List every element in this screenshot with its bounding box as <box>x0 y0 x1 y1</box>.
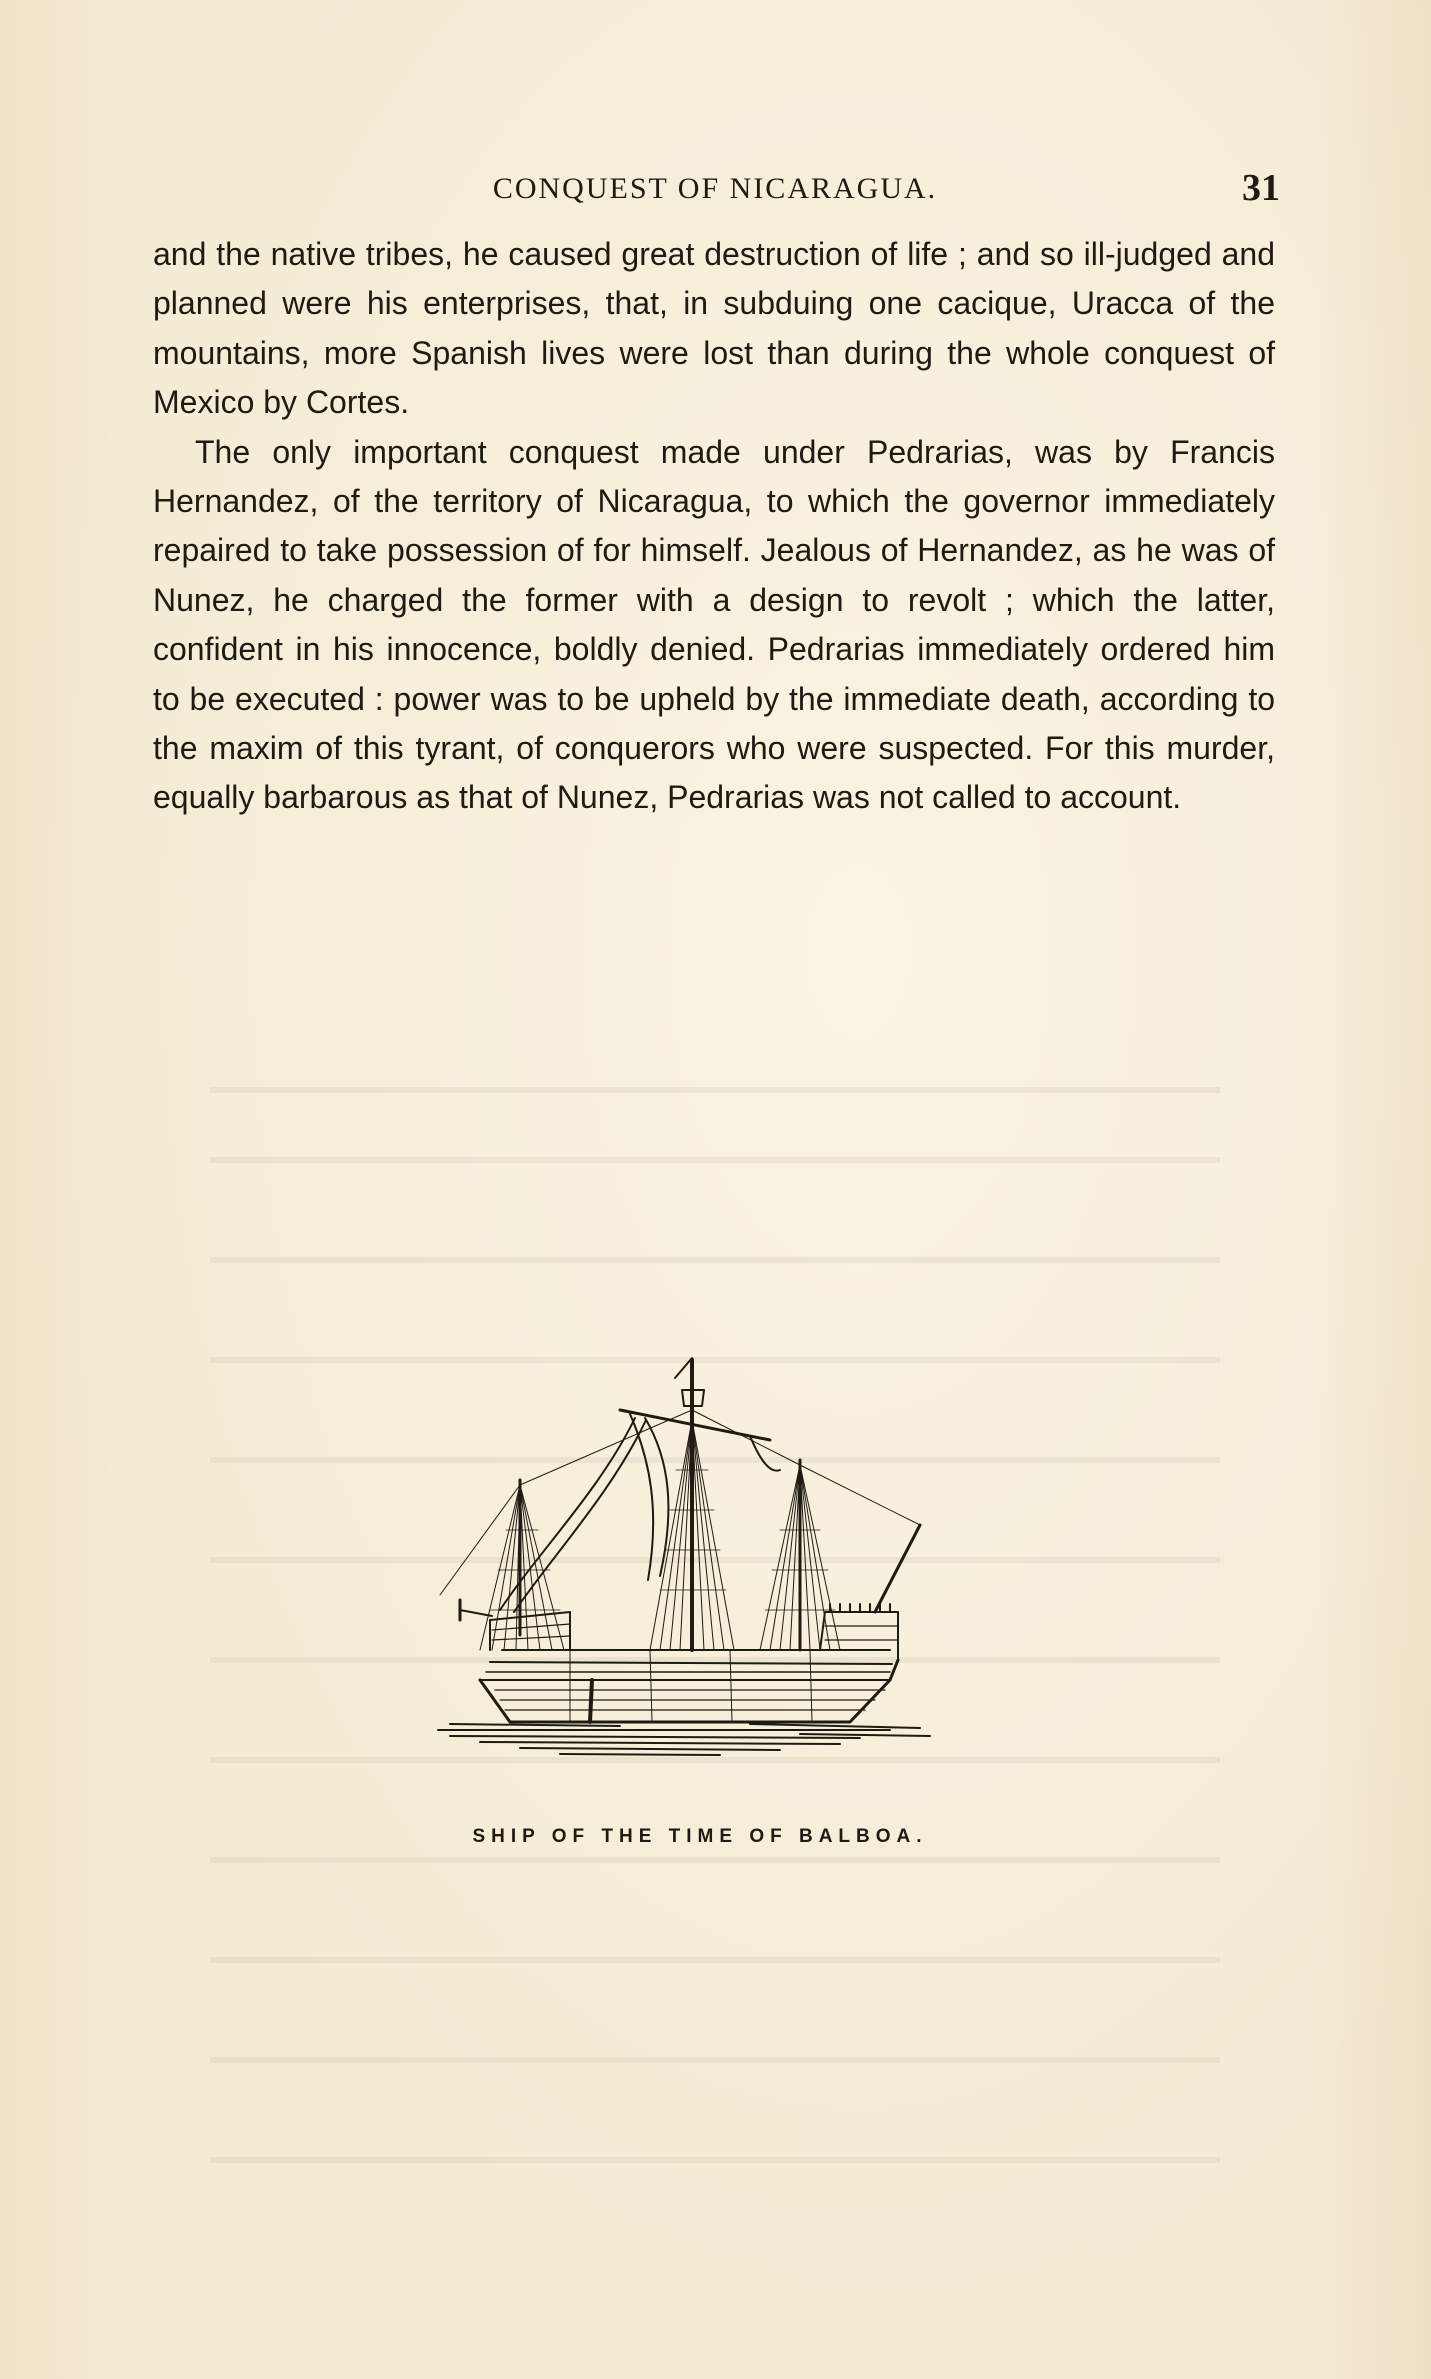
body-text <box>153 230 1275 823</box>
paragraph: and the native tribes, he caused great destruction of life ; and so ill-judged and planned were his enterprises, that, in subduing one cacique, Uracca of the mountains, more Spanish lives were lost than during the whole conquest of Mexico by Cortes. <box>153 236 1275 421</box>
ship-illustration <box>420 1350 940 1790</box>
paragraph: The only important conquest made under Pedrarias, was by Francis Hernandez, of the territory of Nicaragua, to which the governor immediately repaired to take possession of for himself. Jealous of Hernandez, as he was of Nunez, he charged the former with a design to revolt ; which the latter, confident in his innocence, boldly denied. Pedrarias immediately ordered him to be executed : power was to be upheld by the immediate death, according to the maxim of this tyrant, of conquerors who were suspected. For this murder, equally barbarous as that of Nunez, Pedrarias was not called to account. <box>153 433 1275 816</box>
page-header <box>150 166 1280 216</box>
running-title: CONQUEST OF NICARAGUA. <box>492 172 938 205</box>
ship-engraving-icon <box>420 1350 940 1790</box>
figure-caption: SHIP OF THE TIME OF BALBOA. <box>472 1826 928 1847</box>
page-number: 31 <box>1242 167 1280 209</box>
